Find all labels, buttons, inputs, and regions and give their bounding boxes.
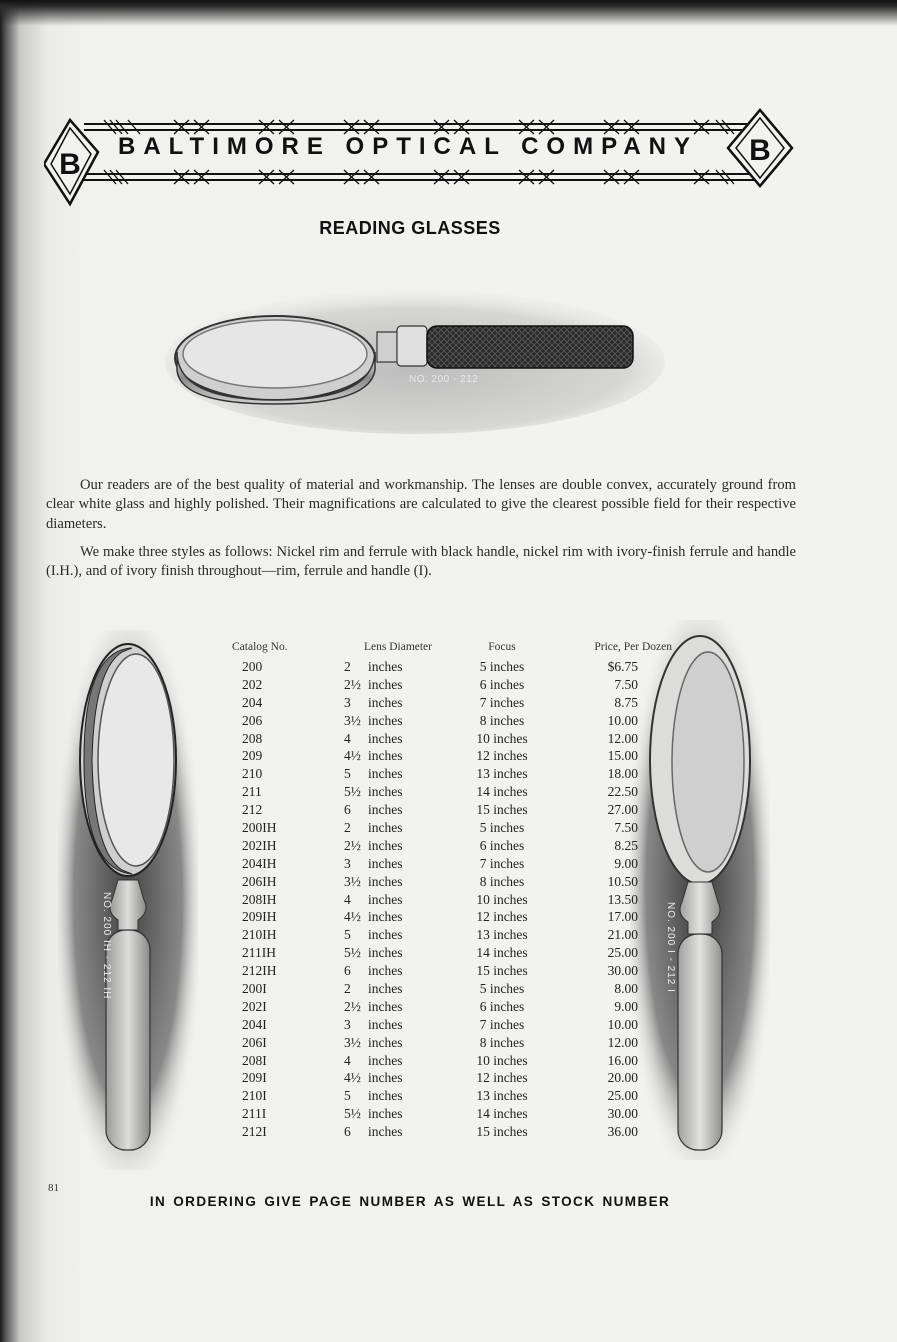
- diameter-value: 4½: [344, 748, 361, 764]
- diameter-value: 3: [344, 855, 351, 871]
- price-cell: 7.50: [614, 819, 638, 835]
- table-row: [232, 712, 672, 730]
- table-row: [232, 998, 672, 1016]
- catalog-no-cell: 200I: [242, 980, 267, 996]
- diameter-unit: inches: [368, 694, 403, 710]
- price-cell: 10.00: [607, 1016, 638, 1032]
- diameter-unit: inches: [368, 819, 403, 835]
- diameter-unit: inches: [368, 873, 403, 889]
- table-row: [232, 873, 672, 891]
- price-cell: 15.00: [607, 748, 638, 764]
- focus-cell: 10 inches: [476, 730, 528, 746]
- lens-diameter-cell: [334, 765, 462, 783]
- diameter-unit: inches: [368, 998, 403, 1014]
- lens-diameter-cell: [334, 926, 462, 944]
- catalog-no-cell: 210IH: [242, 927, 277, 943]
- right-image-label: NO. 200 I - 212 I: [665, 902, 676, 993]
- focus-cell: 5 inches: [479, 658, 525, 674]
- price-cell: 20.00: [607, 1070, 638, 1086]
- lens-diameter-cell: [334, 944, 462, 962]
- price-cell: 16.00: [607, 1052, 638, 1068]
- price-cell: 9.00: [614, 998, 638, 1014]
- focus-cell: 7 inches: [479, 855, 525, 871]
- price-cell: 8.00: [614, 980, 638, 996]
- diameter-value: 4: [344, 1052, 351, 1068]
- lens-diameter-cell: [334, 855, 462, 873]
- table-row: [232, 1052, 672, 1070]
- price-cell: 7.50: [614, 676, 638, 692]
- lens-diameter-cell: [334, 676, 462, 694]
- price-cell: 21.00: [607, 927, 638, 943]
- catalog-no-cell: 202IH: [242, 837, 277, 853]
- lens-diameter-cell: [334, 694, 462, 712]
- diameter-unit: inches: [368, 1070, 403, 1086]
- price-cell: 9.00: [614, 855, 638, 871]
- column-header-catalog-no: Catalog No.: [232, 641, 288, 653]
- price-cell: 10.00: [607, 712, 638, 728]
- diameter-unit: inches: [368, 730, 403, 746]
- diameter-value: 3½: [344, 873, 361, 889]
- focus-cell: 6 inches: [479, 837, 525, 853]
- intro-paragraph: Our readers are of the best quality of material and workmanship. The lenses are double convex, accurately ground from clear white glass and highly polished. Their magnifications are calculated to give the clearest possible field for their respective diameters.: [46, 476, 796, 532]
- lens-diameter-cell: [334, 962, 462, 980]
- lens-diameter-cell: [334, 712, 462, 730]
- table-row: [232, 1069, 672, 1087]
- focus-cell: 6 inches: [479, 676, 525, 692]
- price-cell: 13.50: [607, 891, 638, 907]
- price-cell: 36.00: [607, 1124, 638, 1140]
- diameter-unit: inches: [368, 855, 403, 871]
- diameter-unit: inches: [368, 1124, 403, 1140]
- price-cell: 30.00: [607, 1106, 638, 1122]
- left-monogram-icon: [44, 120, 98, 204]
- diameter-unit: inches: [368, 980, 403, 996]
- ordering-notice: IN ORDERING GIVE PAGE NUMBER AS WELL AS STOCK NUMBER: [149, 1194, 671, 1209]
- catalog-no-cell: 208I: [242, 1052, 267, 1068]
- catalog-no-cell: 200: [242, 658, 263, 674]
- diameter-unit: inches: [368, 1034, 403, 1050]
- focus-cell: 10 inches: [476, 1052, 528, 1068]
- diameter-value: 4: [344, 891, 351, 907]
- styles-paragraph: We make three styles as follows: Nickel rim and ferrule with black handle, nickel rim with ivory-finish ferrule and handle (I.H.), and of ivory finish throughout—rim, ferrule and handle (I).: [46, 543, 796, 580]
- diameter-unit: inches: [368, 963, 403, 979]
- ivory-handle-magnifier-image: [58, 630, 198, 1170]
- lens-diameter-cell: [334, 819, 462, 837]
- catalog-no-cell: 209: [242, 748, 263, 764]
- diameter-unit: inches: [368, 676, 403, 692]
- svg-text:B: B: [59, 148, 81, 181]
- diameter-value: 3½: [344, 1034, 361, 1050]
- price-cell: 27.00: [607, 802, 638, 818]
- price-cell: 8.75: [614, 694, 638, 710]
- diameter-value: 5½: [344, 784, 361, 800]
- diameter-value: 5: [344, 927, 351, 943]
- diameter-value: 2½: [344, 998, 361, 1014]
- lens-diameter-cell: [334, 837, 462, 855]
- table-row: [232, 658, 672, 676]
- table-row: [232, 891, 672, 909]
- diameter-value: 5½: [344, 1106, 361, 1122]
- focus-cell: 14 inches: [476, 945, 528, 961]
- page-top-shadow: [0, 0, 897, 60]
- table-row: [232, 837, 672, 855]
- company-name: BALTIMORE OPTICAL COMPANY: [118, 133, 698, 160]
- price-cell: 18.00: [607, 766, 638, 782]
- table-row: [232, 747, 672, 765]
- catalog-no-cell: 208: [242, 730, 263, 746]
- lens-diameter-cell: [334, 1069, 462, 1087]
- focus-cell: 13 inches: [476, 1088, 528, 1104]
- catalog-no-cell: 204I: [242, 1016, 267, 1032]
- diameter-value: 4½: [344, 909, 361, 925]
- catalog-no-cell: 206: [242, 712, 263, 728]
- diameter-value: 6: [344, 963, 351, 979]
- diameter-value: 2: [344, 819, 351, 835]
- catalog-no-cell: 209I: [242, 1070, 267, 1086]
- table-row: [232, 676, 672, 694]
- focus-cell: 13 inches: [476, 766, 528, 782]
- diameter-unit: inches: [368, 802, 403, 818]
- price-cell: 8.25: [614, 837, 638, 853]
- table-row: [232, 730, 672, 748]
- diameter-value: 4½: [344, 1070, 361, 1086]
- catalog-no-cell: 212IH: [242, 963, 277, 979]
- focus-cell: 14 inches: [476, 1106, 528, 1122]
- catalog-no-cell: 210I: [242, 1088, 267, 1104]
- diameter-unit: inches: [368, 909, 403, 925]
- focus-cell: 12 inches: [476, 748, 528, 764]
- table-row: [232, 908, 672, 926]
- catalog-no-cell: 200IH: [242, 819, 277, 835]
- focus-cell: 8 inches: [479, 873, 525, 889]
- focus-cell: 15 inches: [476, 1124, 528, 1140]
- catalog-no-cell: 211IH: [242, 945, 276, 961]
- table-row: [232, 1123, 672, 1141]
- price-cell: 10.50: [607, 873, 638, 889]
- lens-diameter-cell: [334, 658, 462, 676]
- lens-diameter-cell: [334, 783, 462, 801]
- focus-cell: 14 inches: [476, 784, 528, 800]
- diameter-value: 6: [344, 802, 351, 818]
- page-number: 81: [48, 1182, 59, 1194]
- table-row: [232, 765, 672, 783]
- hero-magnifier-image: [165, 282, 665, 437]
- lens-diameter-cell: [334, 1052, 462, 1070]
- catalog-no-cell: 206I: [242, 1034, 267, 1050]
- price-cell: 25.00: [607, 1088, 638, 1104]
- focus-cell: 5 inches: [479, 819, 525, 835]
- price-cell: 12.00: [607, 1034, 638, 1050]
- lens-diameter-cell: [334, 1087, 462, 1105]
- diameter-unit: inches: [368, 1106, 403, 1122]
- catalog-no-cell: 204IH: [242, 855, 277, 871]
- focus-cell: 8 inches: [479, 1034, 525, 1050]
- price-cell: $6.75: [607, 658, 638, 674]
- diameter-unit: inches: [368, 658, 403, 674]
- hero-image-label: NO. 200 - 212: [409, 374, 479, 385]
- diameter-value: 3: [344, 1016, 351, 1032]
- catalog-no-cell: 212: [242, 802, 263, 818]
- table-row: [232, 694, 672, 712]
- focus-cell: 5 inches: [479, 980, 525, 996]
- diameter-value: 5: [344, 1088, 351, 1104]
- price-cell: 12.00: [607, 730, 638, 746]
- diameter-value: 2½: [344, 676, 361, 692]
- focus-cell: 13 inches: [476, 927, 528, 943]
- diameter-value: 2: [344, 980, 351, 996]
- column-header-price: Price, Per Dozen: [594, 641, 672, 653]
- page-title: READING GLASSES: [319, 218, 501, 238]
- lens-diameter-cell: [334, 1105, 462, 1123]
- catalog-no-cell: 202I: [242, 998, 267, 1014]
- lens-diameter-cell: [334, 1034, 462, 1052]
- price-table: [232, 640, 672, 1141]
- table-row: [232, 801, 672, 819]
- diameter-value: 4: [344, 730, 351, 746]
- table-header-row: [232, 640, 672, 658]
- column-header-lens-diameter: Lens Diameter: [363, 641, 432, 653]
- left-image-label: NO. 200 IH - 212 IH: [101, 892, 112, 1000]
- catalog-no-cell: 211I: [242, 1106, 267, 1122]
- focus-cell: 10 inches: [476, 891, 528, 907]
- focus-cell: 15 inches: [476, 963, 528, 979]
- price-cell: 17.00: [607, 909, 638, 925]
- diameter-value: 3½: [344, 712, 361, 728]
- diameter-unit: inches: [368, 1016, 403, 1032]
- svg-text:B: B: [749, 134, 771, 167]
- price-cell: 22.50: [607, 784, 638, 800]
- column-header-focus: Focus: [488, 641, 516, 653]
- catalog-no-cell: 202: [242, 676, 263, 692]
- price-cell: 25.00: [607, 945, 638, 961]
- price-cell: 30.00: [607, 963, 638, 979]
- catalog-no-cell: 211: [242, 784, 262, 800]
- catalog-no-cell: 212I: [242, 1124, 267, 1140]
- table-row: [232, 1034, 672, 1052]
- table-row: [232, 980, 672, 998]
- focus-cell: 7 inches: [479, 694, 525, 710]
- diameter-value: 5: [344, 766, 351, 782]
- table-row: [232, 1016, 672, 1034]
- catalog-no-cell: 204: [242, 694, 263, 710]
- lens-diameter-cell: [334, 873, 462, 891]
- diameter-unit: inches: [368, 1052, 403, 1068]
- diameter-unit: inches: [368, 1088, 403, 1104]
- diameter-value: 5½: [344, 945, 361, 961]
- lens-diameter-cell: [334, 908, 462, 926]
- lens-diameter-cell: [334, 1016, 462, 1034]
- catalog-no-cell: 210: [242, 766, 263, 782]
- diameter-value: 2: [344, 658, 351, 674]
- table-row: [232, 944, 672, 962]
- table-row: [232, 1105, 672, 1123]
- lens-diameter-cell: [334, 1123, 462, 1141]
- lens-diameter-cell: [334, 998, 462, 1016]
- catalog-no-cell: 206IH: [242, 873, 277, 889]
- focus-cell: 12 inches: [476, 909, 528, 925]
- table-row: [232, 855, 672, 873]
- focus-cell: 12 inches: [476, 1070, 528, 1086]
- table-row: [232, 783, 672, 801]
- focus-cell: 6 inches: [479, 998, 525, 1014]
- diameter-unit: inches: [368, 748, 403, 764]
- lens-diameter-cell: [334, 747, 462, 765]
- lens-diameter-cell: [334, 891, 462, 909]
- table-row: [232, 819, 672, 837]
- catalog-no-cell: 209IH: [242, 909, 277, 925]
- table-row: [232, 1087, 672, 1105]
- diameter-unit: inches: [368, 927, 403, 943]
- diameter-unit: inches: [368, 766, 403, 782]
- focus-cell: 7 inches: [479, 1016, 525, 1032]
- focus-cell: 8 inches: [479, 712, 525, 728]
- diameter-unit: inches: [368, 784, 403, 800]
- table-row: [232, 962, 672, 980]
- diameter-unit: inches: [368, 837, 403, 853]
- diameter-unit: inches: [368, 945, 403, 961]
- diameter-unit: inches: [368, 712, 403, 728]
- diameter-value: 3: [344, 694, 351, 710]
- lens-diameter-cell: [334, 980, 462, 998]
- diameter-value: 2½: [344, 837, 361, 853]
- catalog-no-cell: 208IH: [242, 891, 277, 907]
- lens-diameter-cell: [334, 801, 462, 819]
- focus-cell: 15 inches: [476, 802, 528, 818]
- lens-diameter-cell: [334, 730, 462, 748]
- table-row: [232, 926, 672, 944]
- diameter-value: 6: [344, 1124, 351, 1140]
- diameter-unit: inches: [368, 891, 403, 907]
